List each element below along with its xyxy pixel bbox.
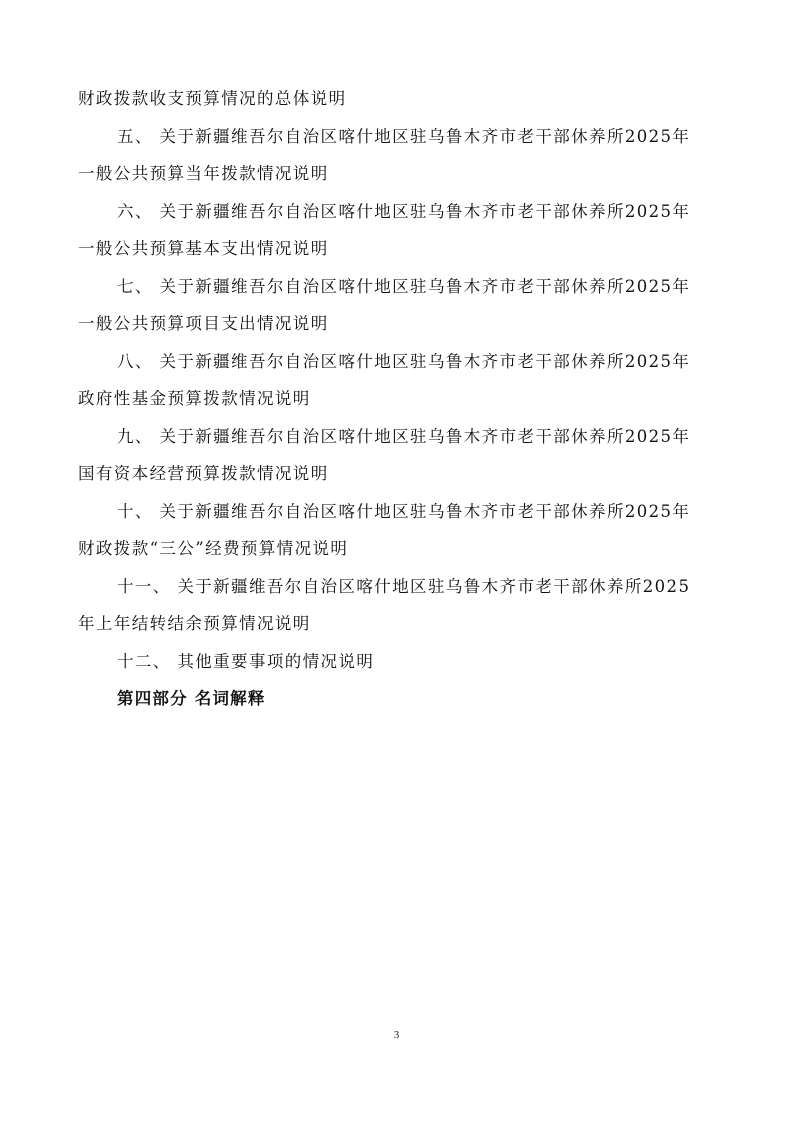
page-number: 3 — [393, 1029, 400, 1041]
list-item-twelve: 十二、 其他重要事项的情况说明 — [117, 651, 375, 671]
list-item-six: 六、 关于新疆维吾尔自治区喀什地区驻乌鲁木齐市老干部休养所2025年 — [117, 201, 691, 221]
section-heading: 第四部分 名词解释 — [117, 689, 266, 708]
body-line: 政府性基金预算拨款情况说明 — [78, 389, 311, 408]
list-item-eleven: 十一、 关于新疆维吾尔自治区喀什地区驻乌鲁木齐市老干部休养所2025 — [117, 576, 691, 596]
body-line: 一般公共预算当年拨款情况说明 — [78, 164, 329, 183]
list-item-five: 五、 关于新疆维吾尔自治区喀什地区驻乌鲁木齐市老干部休养所2025年 — [117, 126, 691, 146]
body-line: 一般公共预算基本支出情况说明 — [78, 239, 329, 258]
list-item-eight: 八、 关于新疆维吾尔自治区喀什地区驻乌鲁木齐市老干部休养所2025年 — [117, 351, 691, 371]
list-item-ten: 十、 关于新疆维吾尔自治区喀什地区驻乌鲁木齐市老干部休养所2025年 — [117, 501, 691, 521]
body-line: 年上年结转结余预算情况说明 — [78, 614, 311, 633]
list-item-seven: 七、 关于新疆维吾尔自治区喀什地区驻乌鲁木齐市老干部休养所2025年 — [117, 276, 691, 296]
body-line: 一般公共预算项目支出情况说明 — [78, 314, 329, 333]
body-line: 财政拨款“三公”经费预算情况说明 — [78, 539, 349, 558]
body-line: 财政拨款收支预算情况的总体说明 — [78, 89, 347, 108]
document-body — [78, 86, 718, 724]
list-item-nine: 九、 关于新疆维吾尔自治区喀什地区驻乌鲁木齐市老干部休养所2025年 — [117, 426, 691, 446]
body-line: 国有资本经营预算拨款情况说明 — [78, 464, 329, 483]
